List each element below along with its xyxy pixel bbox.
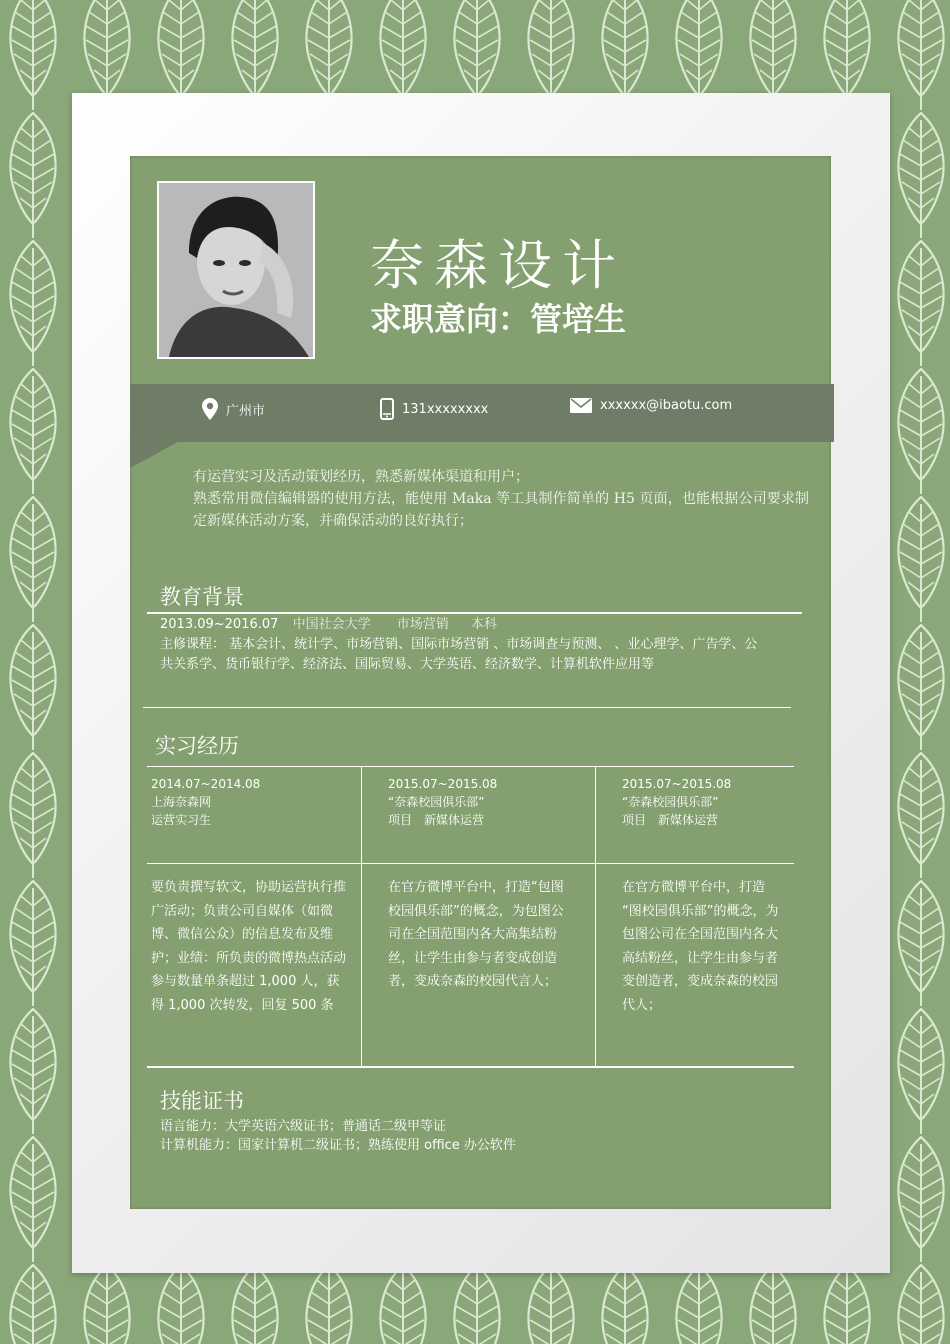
internship-period: 2015.07~2015.08 bbox=[622, 777, 732, 791]
leaf-motif bbox=[10, 881, 55, 1006]
candidate-name: 奈森设计 bbox=[370, 234, 626, 297]
internship-company: “奈森校园俱乐部” bbox=[622, 795, 719, 809]
leaf-motif bbox=[824, 1265, 869, 1344]
internship-period: 2015.07~2015.08 bbox=[388, 777, 498, 791]
leaf-motif bbox=[306, 1265, 351, 1344]
leaf-motif bbox=[898, 881, 943, 1006]
internship-description: 在官方微博平台中，打造 “图校园俱乐部”的概念，为包图公司在全国范围内各大高结粉丝，让学生由参与者变创造者，变成奈森的校园代人； bbox=[622, 880, 779, 1013]
education-school: 中国社会大学 bbox=[292, 617, 371, 632]
job-intention: 求职意向：管培生 bbox=[370, 300, 627, 338]
self-summary bbox=[193, 466, 809, 532]
leaf-motif bbox=[10, 753, 55, 878]
leaf-motif bbox=[898, 1009, 943, 1134]
leaf-motif bbox=[898, 113, 943, 238]
education-bottom-divider bbox=[143, 707, 791, 708]
internship-description: 在官方微博平台中，打造“包图校园俱乐部”的概念，为包图公司在全国范围内各大高集结粉丝，让学生由参与者变成创造者，变成奈森的校园代言人； bbox=[388, 880, 564, 989]
leaf-motif bbox=[454, 1265, 499, 1344]
internship-cell-1 bbox=[147, 767, 362, 864]
leaf-motif bbox=[84, 1265, 129, 1344]
internship-table bbox=[147, 767, 794, 1068]
leaf-motif bbox=[898, 625, 943, 750]
education-degree: 本科 bbox=[470, 617, 497, 632]
contact-location bbox=[202, 398, 265, 420]
profile-photo bbox=[157, 181, 315, 359]
internship-desc-1 bbox=[147, 864, 362, 1068]
internship-cell-3 bbox=[596, 767, 795, 864]
contact-bar bbox=[130, 384, 834, 442]
leaf-motif bbox=[10, 625, 55, 750]
internship-description-row bbox=[147, 864, 794, 1068]
skills-list bbox=[160, 1117, 516, 1155]
email-text[interactable]: xxxxxx@ibaotu.com bbox=[600, 398, 733, 413]
skill-language: 语言能力：大学英语六级证书；普通话二级甲等证 bbox=[160, 1119, 447, 1134]
phone-text[interactable]: 131xxxxxxxx bbox=[402, 401, 489, 417]
location-text: 广州市 bbox=[226, 403, 266, 419]
internship-desc-2 bbox=[362, 864, 596, 1068]
leaf-motif bbox=[898, 369, 943, 494]
internship-title: 实习经历 bbox=[155, 734, 239, 758]
location-pin-icon bbox=[202, 398, 218, 420]
skill-computer: 计算机能力：国家计算机二级证书；熟练使用 office 办公软件 bbox=[160, 1138, 516, 1153]
leaf-motif bbox=[10, 1009, 55, 1134]
leaf-motif bbox=[528, 1265, 573, 1344]
leaf-motif bbox=[898, 1265, 943, 1344]
summary-line-1: 有运营实习及活动策划经历，熟悉新媒体渠道和用户； bbox=[193, 469, 529, 485]
education-title: 教育背景 bbox=[160, 585, 244, 609]
internship-role: 项目 新媒体运营 bbox=[622, 813, 719, 827]
contact-phone bbox=[380, 398, 488, 420]
leaf-motif bbox=[158, 1265, 203, 1344]
email-icon bbox=[570, 398, 592, 413]
internship-role: 项目 新媒体运营 bbox=[388, 813, 485, 827]
internship-company: 上海奈森网 bbox=[151, 795, 212, 809]
leaf-motif bbox=[898, 753, 943, 878]
phone-icon bbox=[380, 398, 394, 420]
skills-title: 技能证书 bbox=[160, 1089, 244, 1113]
leaf-motif bbox=[676, 1265, 721, 1344]
leaf-motif bbox=[898, 497, 943, 622]
resume-panel bbox=[130, 156, 831, 1209]
leaf-motif bbox=[602, 1265, 647, 1344]
internship-header-row bbox=[147, 767, 794, 864]
leaf-motif bbox=[10, 369, 55, 494]
leaf-motif bbox=[898, 1137, 943, 1262]
leaf-motif bbox=[10, 113, 55, 238]
summary-line-2: 熟悉常用微信编辑器的使用方法，能使用 Maka 等工具制作简单的 H5 页面，也能根据公司要求制定新媒体活动方案，并确保活动的良好执行； bbox=[193, 491, 809, 529]
leaf-motif bbox=[10, 241, 55, 366]
leaf-motif bbox=[232, 1265, 277, 1344]
leaf-motif bbox=[10, 1137, 55, 1262]
leaf-motif bbox=[10, 0, 55, 110]
leaf-motif bbox=[10, 1265, 55, 1344]
leaf-motif bbox=[750, 1265, 795, 1344]
internship-cell-2 bbox=[362, 767, 596, 864]
education-major: 市场营销 bbox=[396, 617, 449, 632]
internship-description: 要负责撰写软文，协助运营执行推广活动；负责公司自媒体（如微博、微信公众）的信息发布及维护；业绩：所负责的微博热点活动参与数量单条超过 1,000 人，获得 1,000 次转发，回复 500 条 bbox=[151, 880, 347, 1013]
education-period: 2013.09~2016.07 bbox=[160, 617, 279, 632]
leaf-motif bbox=[898, 241, 943, 366]
education-courses: 主修课程： 基本会计、统计学、市场营销、国际市场营销 、市场调查与预测、 、业心理学、广告学、公共关系学、货币银行学、经济法、国际贸易、大学英语、经济数学、计算机软件应用等 bbox=[160, 637, 758, 672]
education-summary bbox=[160, 613, 497, 632]
internship-period: 2014.07~2014.08 bbox=[151, 777, 261, 791]
internship-desc-3 bbox=[596, 864, 795, 1068]
contact-bar-fold bbox=[130, 442, 178, 468]
contact-email bbox=[570, 398, 732, 413]
internship-company: “奈森校园俱乐部” bbox=[388, 795, 485, 809]
internship-role: 运营实习生 bbox=[151, 813, 212, 827]
leaf-motif bbox=[898, 0, 943, 110]
leaf-motif bbox=[380, 1265, 425, 1344]
leaf-motif bbox=[10, 497, 55, 622]
